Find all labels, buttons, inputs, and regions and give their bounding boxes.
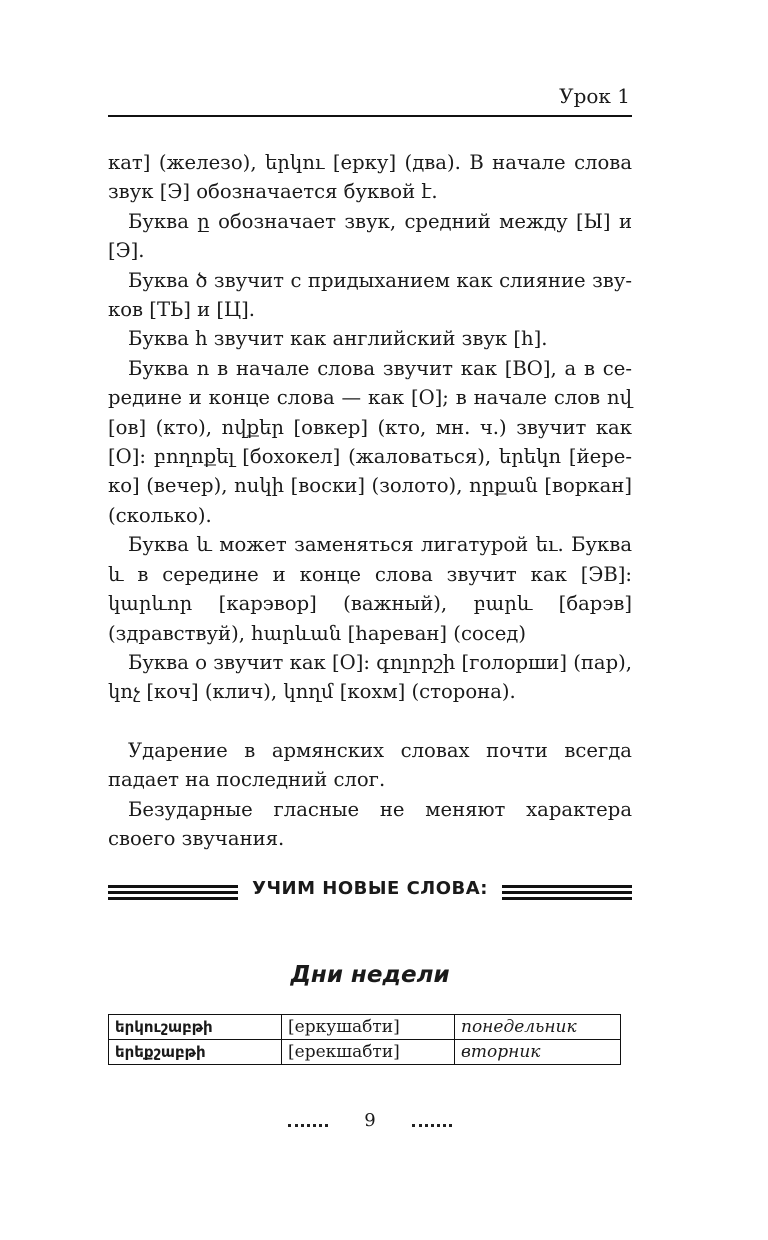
paragraph: Буква ո в начале слова звучит как [ВО], а в середине и конце слова — как [О]; в начале слов ով [ов] (кто), ովքեր [овкер] (кто, мн. ч.) звучит как [О]: բողոքել [бохокел] (жаловаться), երեկո [йереко] (вечер), ոսկի [воски] (золото), որքան [воркан] (сколько). [108, 356, 632, 527]
paragraph: Буква և может заменяться лигатурой եւ. Буква և в середине и конце слова звучит как [ЭВ]: կարևոր [карэвор] (важный), բարև [барэв] (здравствуй), հարևան [hареван] (сосед) [108, 533, 632, 645]
transcription: [еркушабти] [282, 1015, 455, 1040]
translation: понедельник [455, 1015, 621, 1040]
translation: вторник [455, 1040, 621, 1065]
running-header [108, 84, 632, 114]
page-footer [108, 1110, 632, 1136]
body-text [108, 148, 632, 853]
paragraph: Ударение в армянских словах почти всегда падает на последний слог. [108, 738, 632, 792]
table-row [109, 1040, 621, 1065]
table-row [109, 1015, 621, 1040]
header-rule [108, 115, 632, 117]
paragraph: Безударные гласные не меняют характера своего звучания. [108, 797, 632, 850]
vocabulary-table [108, 1014, 621, 1065]
section-label: УЧИМ НОВЫЕ СЛОВА: [252, 878, 488, 899]
dotted-ornament-right [412, 1124, 452, 1127]
paragraph: Буква օ звучит как [О]: գոլորշի [голорши] (пар), կոչ [коч] (клич), կողմ [кохм] (сторона). [108, 650, 632, 704]
lesson-title: Урок 1 [559, 84, 630, 108]
armenian-word: երեքշաբթի [109, 1040, 282, 1065]
page-number: 9 [364, 1110, 376, 1131]
transcription: [ерекшабти] [282, 1040, 455, 1065]
paragraph: кат] (железо), երկու [ерку] (два). В начале слова звук [Э] обозначается буквой է. [108, 151, 632, 204]
section-heading [108, 878, 632, 910]
armenian-word: երկուշաբթի [109, 1015, 282, 1040]
paragraph: Буква հ звучит как английский звук [h]. [128, 327, 548, 351]
paragraph: Буква ը обозначает звук, средний между [Ы] и [Э]. [108, 209, 632, 263]
decorative-bars-right [502, 885, 632, 900]
subheading: Дни недели [290, 962, 450, 988]
paragraph: Буква ծ звучит с придыханием как слияние звуков [ТЬ] и [Ц]. [108, 268, 632, 322]
